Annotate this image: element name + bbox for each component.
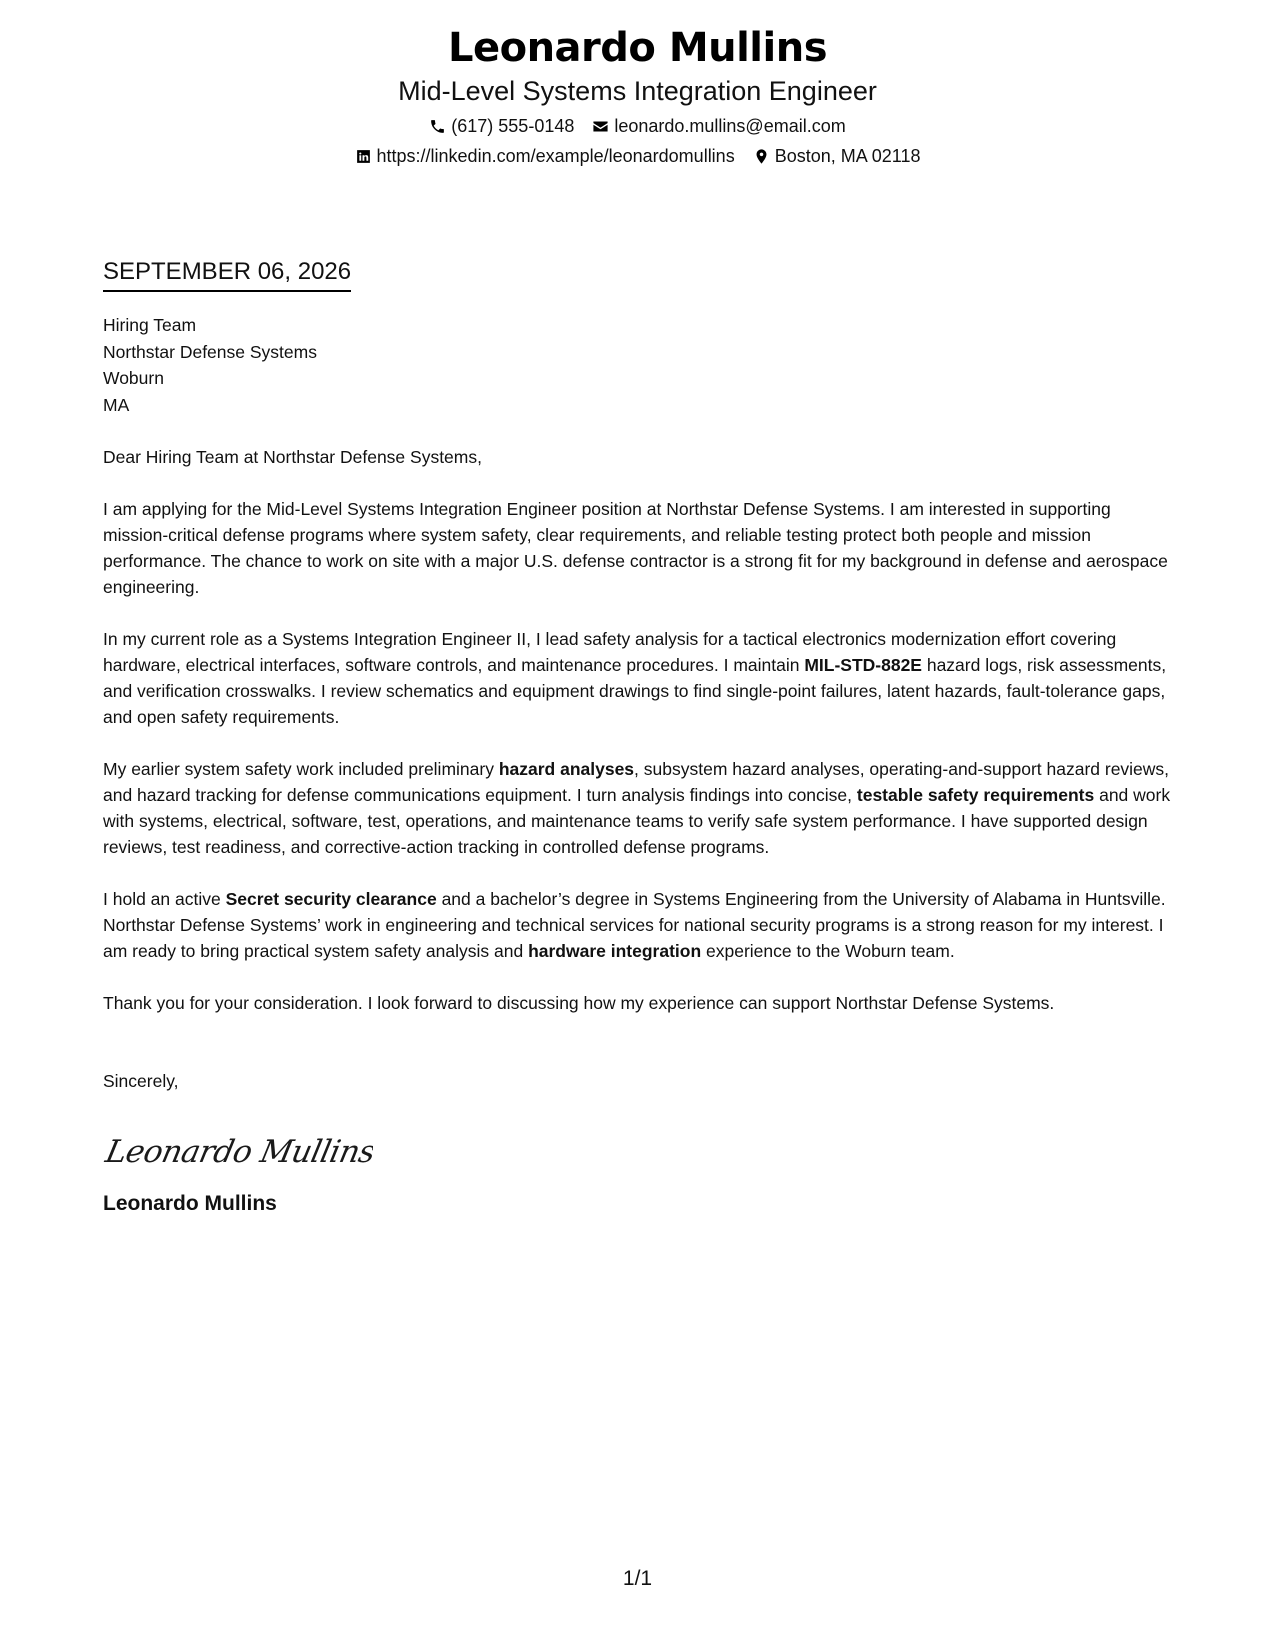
email-address: leonardo.mullins@email.com (614, 116, 846, 136)
closing: Sincerely, (103, 1071, 179, 1091)
location-contact (753, 144, 921, 168)
signed-name: Leonardo Mullins (103, 1192, 277, 1215)
phone-number: (617) 555-0148 (451, 116, 575, 136)
contact-row-secondary (0, 144, 1275, 168)
bold-keyword: MIL-STD-882E (804, 655, 922, 675)
bold-keyword: testable safety requirements (856, 785, 1095, 805)
applicant-name: Leonardo Mullins (447, 25, 828, 71)
bold-keyword: hazard analyses (498, 759, 635, 779)
recipient-block (103, 312, 1173, 418)
location-text: Boston, MA 02118 (774, 146, 921, 166)
body-paragraph-2: In my current role as a Systems Integration Engineer II, I lead safety analysis for a tactical electronics modernization effort covering hardware, electrical interfaces, software controls, and maintenance procedures. I maintain MIL-STD-882E hazard logs, risk assessments, and verification crosswalks. I review schematics and equipment drawings to find single-point failures, latent hazards, fault-tolerance gaps, and open safety requirements. (103, 629, 1167, 727)
letter-date: SEPTEMBER 06, 2026 (103, 257, 351, 292)
body-paragraph-4: I hold an active Secret security clearance and a bachelor’s degree in Systems Engineering from the University of Alabama in Huntsville. Northstar Defense Systems’ work in engineering and technical services for national security programs is a strong reason for my interest. I am ready to bring practical system safety analysis and hardware integration experience to the Woburn team. (103, 889, 1166, 961)
body-paragraph-3: My earlier system safety work included preliminary hazard analyses, subsystem hazard analyses, operating-and-support hazard reviews, and hazard tracking for defense communications equipment. I turn analysis findings into concise, testable safety requirements and work with systems, electrical, software, test, operations, and maintenance teams to verify safe system performance. I have supported design reviews, test readiness, and corrective-action tracking in controlled defense programs. (103, 759, 1171, 857)
linkedin-url: https://linkedin.com/example/leonardomullins (376, 146, 735, 166)
bold-keyword: hardware integration (528, 941, 702, 961)
page-number: 1/1 (622, 1567, 653, 1590)
linkedin-icon (355, 148, 372, 165)
phone-icon (429, 118, 446, 135)
email-contact[interactable] (592, 114, 845, 138)
handwritten-signature (103, 1120, 1173, 1176)
body-paragraph-5: Thank you for your consideration. I look forward to discussing how my experience can support Northstar Defense Systems. (103, 993, 1055, 1013)
contact-row-primary (0, 114, 1275, 138)
recipient-line: Hiring Team (103, 315, 197, 335)
phone-contact[interactable] (429, 114, 574, 138)
letter-body (103, 257, 1173, 1218)
applicant-title: Mid-Level Systems Integration Engineer (398, 76, 877, 106)
recipient-line: Woburn (103, 368, 164, 388)
recipient-line: MA (103, 394, 130, 415)
body-paragraph-1: I am applying for the Mid-Level Systems Integration Engineer position at Northstar Defense Systems. I am interested in supporting mission-critical defense programs where system safety, clear requirements, and reliable testing protect both people and mission performance. The chance to work on site with a major U.S. defense contractor is a strong fit for my background in defense and aerospace engineering. (103, 499, 1168, 597)
signature-script: Leonardo Mullins (103, 1134, 373, 1170)
envelope-icon (592, 118, 609, 135)
linkedin-contact[interactable] (355, 144, 735, 168)
recipient-line: Northstar Defense Systems (103, 341, 317, 362)
letter-header (0, 22, 1275, 168)
salutation: Dear Hiring Team at Northstar Defense Systems, (103, 447, 482, 467)
signature-graphic (103, 1120, 373, 1176)
map-pin-icon (753, 148, 770, 165)
bold-keyword: Secret security clearance (225, 889, 437, 909)
